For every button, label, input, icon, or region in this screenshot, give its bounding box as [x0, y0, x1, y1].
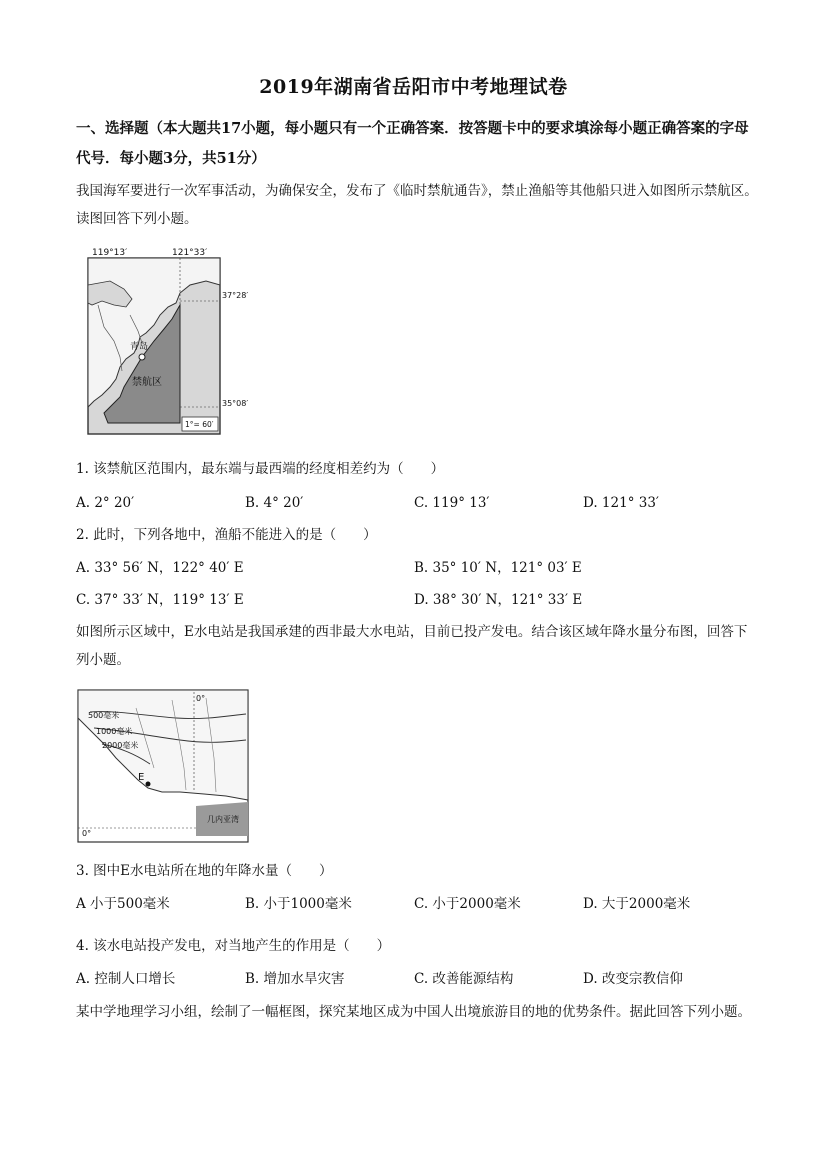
isohyet-2000-label: 2000毫米 — [102, 741, 139, 750]
map-rainfall-west-africa — [76, 688, 250, 844]
city-label: 青岛 — [130, 342, 149, 352]
q3-option-d: D. 大于2000毫米 — [583, 896, 691, 912]
scale-note: 1°= 60′ — [185, 420, 214, 429]
q4-option-a: A. 控制人口增长 — [76, 971, 176, 987]
lon-right-label: 121°33′ — [172, 248, 208, 258]
section-heading: 一、选择题（本大题共17小题，每小题只有一个正确答案．按答题卡中的要求填涂每小题正确答案的字母代号．每小题3分，共51分） — [76, 120, 749, 167]
q1-option-c: C. 119° 13′ — [414, 495, 490, 511]
question-1-stem: 1. 该禁航区范围内，最东端与最西端的经度相差约为（ ） — [76, 461, 445, 477]
station-e-label: E — [138, 772, 145, 783]
q1-option-b: B. 4° 20′ — [245, 495, 304, 511]
gulf-label: 几内亚湾 — [207, 815, 239, 824]
q3-option-c: C. 小于2000毫米 — [414, 896, 521, 912]
q1-option-d: D. 121° 33′ — [583, 495, 659, 511]
q2-option-d: D. 38° 30′ N，121° 33′ E — [414, 592, 583, 608]
zone-label: 禁航区 — [132, 377, 162, 388]
equator-label: 0° — [82, 829, 92, 838]
q3-option-a: A 小于500毫米 — [76, 896, 170, 912]
q2-option-c: C. 37° 33′ N，119° 13′ E — [76, 592, 244, 608]
q4-option-c: C. 改善能源结构 — [414, 971, 514, 987]
q1-option-a: A. 2° 20′ — [76, 495, 135, 511]
isohyet-1000-label: 1000毫米 — [96, 727, 133, 736]
page-title: 2019年湖南省岳阳市中考地理试卷 — [259, 76, 568, 98]
intro-paragraph-1: 我国海军要进行一次军事活动，为确保安全，发布了《临时禁航通告》，禁止渔船等其他船只进入如图所示禁航区。读图回答下列小题。 — [76, 183, 758, 227]
map-no-sail-zone — [80, 245, 249, 440]
lon-left-label: 119°13′ — [92, 248, 128, 258]
question-2-stem: 2. 此时，下列各地中，渔船不能进入的是（ ） — [76, 527, 377, 543]
intro-paragraph-2: 如图所示区域中，E水电站是我国承建的西非最大水电站，目前已投产发电。结合该区域年降水量分布图，回答下列小题。 — [76, 624, 748, 668]
q3-option-b: B. 小于1000毫米 — [245, 896, 352, 912]
q4-option-b: B. 增加水旱灾害 — [245, 971, 345, 987]
question-4-stem: 4. 该水电站投产发电，对当地产生的作用是（ ） — [76, 938, 391, 954]
question-3-stem: 3. 图中E水电站所在地的年降水量（ ） — [76, 863, 333, 879]
intro-paragraph-3: 某中学地理学习小组，绘制了一幅框图，探究某地区成为中国人出境旅游目的地的优势条件。据此回答下列小题。 — [76, 1004, 751, 1020]
q2-option-b: B. 35° 10′ N，121° 03′ E — [414, 560, 582, 576]
q4-option-d: D. 改变宗教信仰 — [583, 971, 683, 987]
q2-option-a: A. 33° 56′ N，122° 40′ E — [76, 560, 244, 576]
meridian-label: 0° — [196, 694, 206, 703]
isohyet-500-label: 500毫米 — [88, 711, 120, 720]
lat-bottom-label: 35°08′ — [222, 399, 249, 408]
lat-top-label: 37°28′ — [222, 291, 249, 300]
